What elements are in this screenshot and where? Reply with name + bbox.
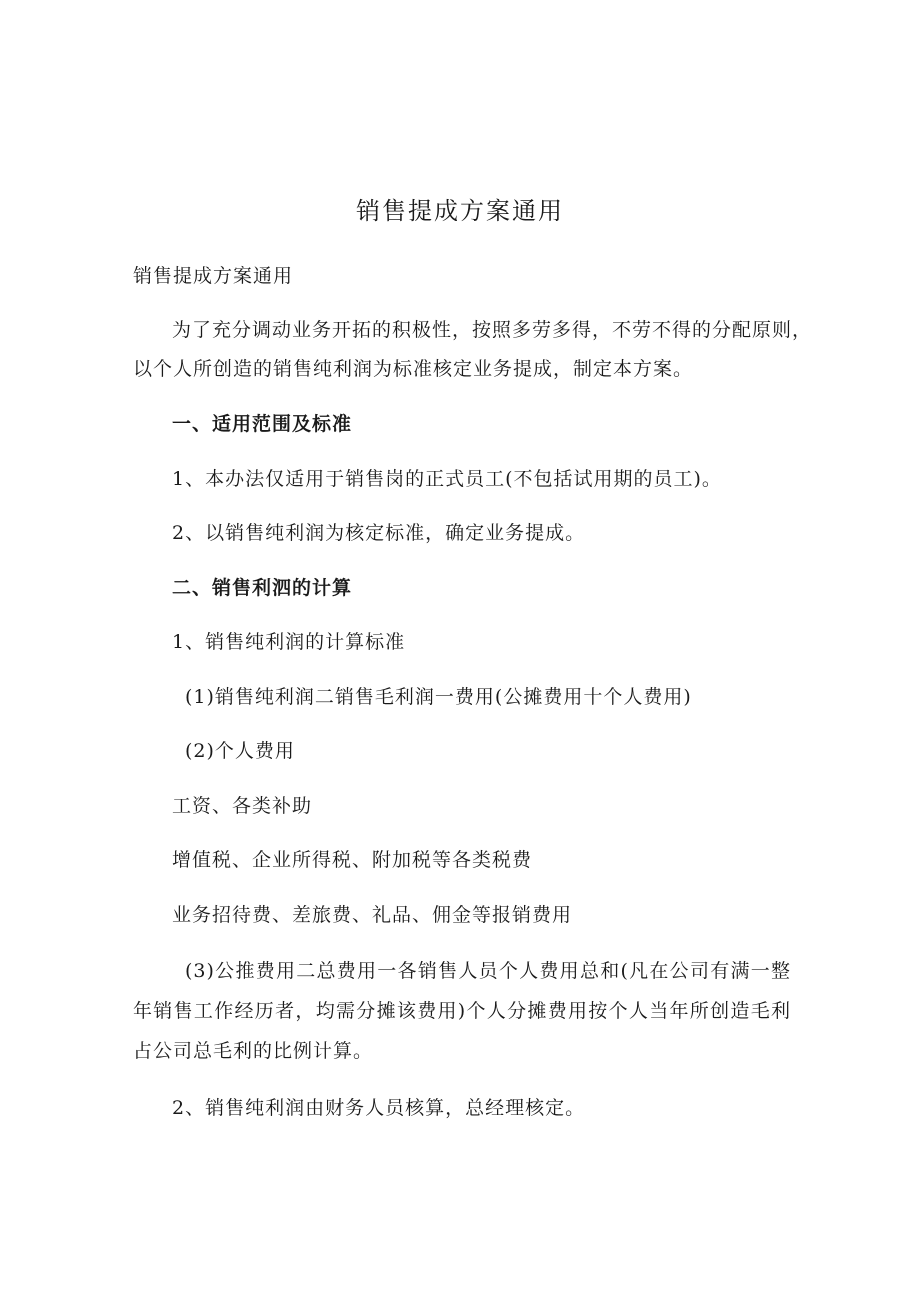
section-2-item-1: 1、销售纯利润的计算标准 xyxy=(172,631,406,653)
personal-cost-2: 增值税、企业所得税、附加税等各类税费 xyxy=(172,849,533,871)
document-subtitle: 销售提成方案通用 xyxy=(133,265,294,287)
section-2-sub-3-line-1: (3)公推费用二总费用一各销售人员个人费用总和(凡在公司有满一整 xyxy=(185,960,791,982)
document-title: 销售提成方案通用 xyxy=(356,197,564,225)
section-2-sub-3-line-3: 占公司总毛利的比例计算。 xyxy=(133,1040,374,1062)
intro-paragraph-line-2: 以个人所创造的销售纯利润为标准核定业务提成，制定本方案。 xyxy=(133,358,694,380)
section-2-heading: 二、销售利泗的计算 xyxy=(172,577,353,599)
section-2-item-2: 2、销售纯利润由财务人员核算，总经理核定。 xyxy=(172,1097,586,1119)
personal-cost-1: 工资、各类补助 xyxy=(172,795,313,817)
section-2-sub-1: (1)销售纯利润二销售毛利润一费用(公摊费用十个人费用) xyxy=(185,686,692,708)
section-2-sub-2: (2)个人费用 xyxy=(185,740,295,762)
section-1-item-2: 2、以销售纯利润为核定标准，确定业务提成。 xyxy=(172,522,586,544)
section-1-heading: 一、适用范围及标准 xyxy=(172,413,353,435)
intro-paragraph-line-1: 为了充分调动业务开拓的积极性，按照多劳多得，不劳不得的分配原则， xyxy=(172,319,813,341)
personal-cost-3: 业务招待费、差旅费、礼品、佣金等报销费用 xyxy=(172,904,573,926)
section-2-sub-3-line-2: 年销售工作经历者，均需分摊该费用)个人分摊费用按个人当年所创造毛利 xyxy=(133,1000,791,1022)
section-1-item-1: 1、本办法仅适用于销售岗的正式员工(不包括试用期的员工)。 xyxy=(172,468,722,490)
